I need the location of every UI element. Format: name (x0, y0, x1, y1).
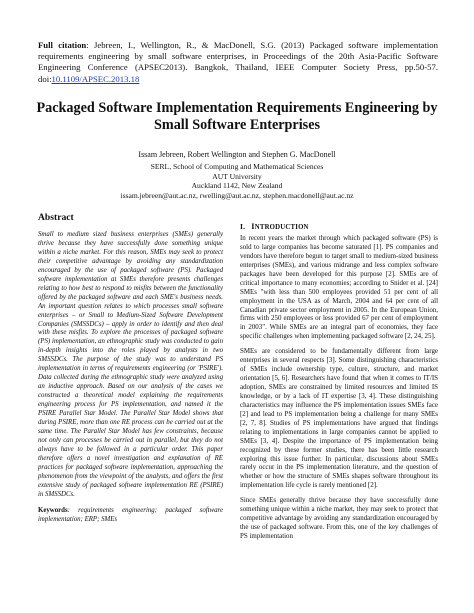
author-names: Issam Jebreen, Robert Wellington and Stephen G. MacDonell (138, 150, 336, 159)
abstract-text: Small to medium sized business enterprises (SMEs) generally thrive because they have successfully done something unique within a niche market. For this reason, SMEs may seek to protect their competitive advantage by avoiding any standardization encouraged by the use of packaged software (PS). Packaged software implementation at SMEs therefore presents challenges relating to how best to respond to misfits between the functionality offered by the packaged software and each SME's business needs. An important question relates to which processes small software enterprises – or Small to Medium-Sized Software Development Companies (SMSSDCs) – apply in order to identify and then deal with these misfits. To explore the processes of packaged software (PS) implementation, an ethnographic study was conducted to gain in-depth insights into the roles played by analysts in two SMSSDCs. The purpose of the study was to understand PS implementation in terms of requirements engineering (or 'PSIRE'). Data collected during the ethnographic study were analyzed using an inductive approach. Based on our analysis of the cases we constructed a theoretical model explaining the requirements engineering process for PS implementation, and named it the PSIRE Parallel Star Model. The Parallel Star Model shows that during PSIRE, more than one RE process can be carried out at the same time. The Parallel Star Model has few constraints, because not only can processes be carried out in parallel, but they do not always have to be followed in a particular order. This paper therefore offers a novel investigation and explanation of RE practices for packaged software implementation, approaching the phenomenon from the viewpoint of the analysts, and offers the first extensive study of packaged software implementation RE (PSIRE) in SMSSDCs. (38, 231, 223, 498)
section-heading-introduction (240, 222, 438, 231)
paper-title: Packaged Software Implementation Requirements Engineering by Small Software Enterprises (36, 100, 438, 133)
intro-paragraph: SMEs are considered to be fundamentally different from large enterprises in several respects [3]. Some distinguishing characteristics of SMEs include ownership type, culture, structure, and market orientation [5, 6]. Researchers have found that when it comes to IT/IS adoption, SMEs are constrained by limited resources and limited IS knowledge, or by a lack of IT expertise [3, 4]. These distinguishing characteristics may influence the PS implementation issues SMEs face [2] and lead to PS implementation being a challenge for many SMEs [2, 7, 8]. Studies of PS implementations have argued that findings relating to implementations in large companies cannot be applied to SMEs [3, 4]. Despite the importance of PS implementation being recognized by these former studies, there has been little research exploring this issue further. In particular, discussions about SMEs rarely occur in the PS implementation literature, and the question of whether or how the structure of SMEs shapes software throughout its implementation life cycle is rarely mentioned [2]. (240, 347, 438, 490)
intro-paragraph: Since SMEs generally thrive because they have successfully done something unique within a niche market, they may seek to protect that competitive advantage by avoiding any standardization encouraged by the use of packaged software. From this, one of the key challenges of PS implementation (240, 496, 438, 540)
doi-link[interactable]: 10.1109/APSEC.2013.18 (51, 73, 140, 84)
section-heading-rest: NTRODUCTION (254, 224, 309, 231)
full-citation (38, 40, 438, 85)
citation-text: : Jebreen, I., Wellington, R., & MacDonell, S.G. (2013) Packaged software implementation requirements engineering by small software enterprises, in Proceedings of the 20th Asia-Pacific Software Engineering Conference (APSEC2013). Bangkok, Thailand, IEEE Computer Society Press, pp.50-57. doi: (38, 40, 438, 84)
intro-paragraph: In recent years the market through which packaged software (PS) is sold to large companies has become saturated [1]. PS companies and vendors have therefore begun to target small to medium-sized business enterprises (SMEs), and various midrange and less complex software packages have been developed for this purpose [2]. SMEs are of critical importance to many economies; according to Snider et al. [24] SMEs "with less than 500 employees provided 51 per cent of all employment in the USA as of March, 2004 and 64 per cent of all Canadian private sector employment in 2005. In the European Union, firms with 250 employees or less provided 67 per cent of employment in 2003". While SMEs are an integral part of economies, they face specific challenges when implementing packaged software [2, 24, 25]. (240, 234, 438, 341)
affiliation-line: Auckland 1142, New Zealand (191, 181, 283, 191)
keywords-label: Keywords (38, 506, 68, 514)
section-numeral: I. (240, 222, 246, 231)
author-emails: issam.jebreen@aut.ac.nz, rwelling@aut.ac.nz, stephen.macdonell@aut.ac.nz (120, 190, 354, 200)
author-block (30, 150, 444, 200)
citation-label: Full citation (38, 40, 87, 50)
section-heading-initial: I (251, 222, 255, 231)
affiliation-line: SERL, School of Computing and Mathematical Sciences (150, 162, 324, 172)
keywords-text: : requirements engineering; packaged software implementation; ERP; SMEs (38, 506, 223, 523)
left-column (38, 212, 223, 524)
abstract-heading: Abstract (38, 212, 74, 223)
right-column (240, 212, 438, 547)
affiliation-line: AUT University (212, 171, 262, 181)
keywords (38, 507, 223, 525)
